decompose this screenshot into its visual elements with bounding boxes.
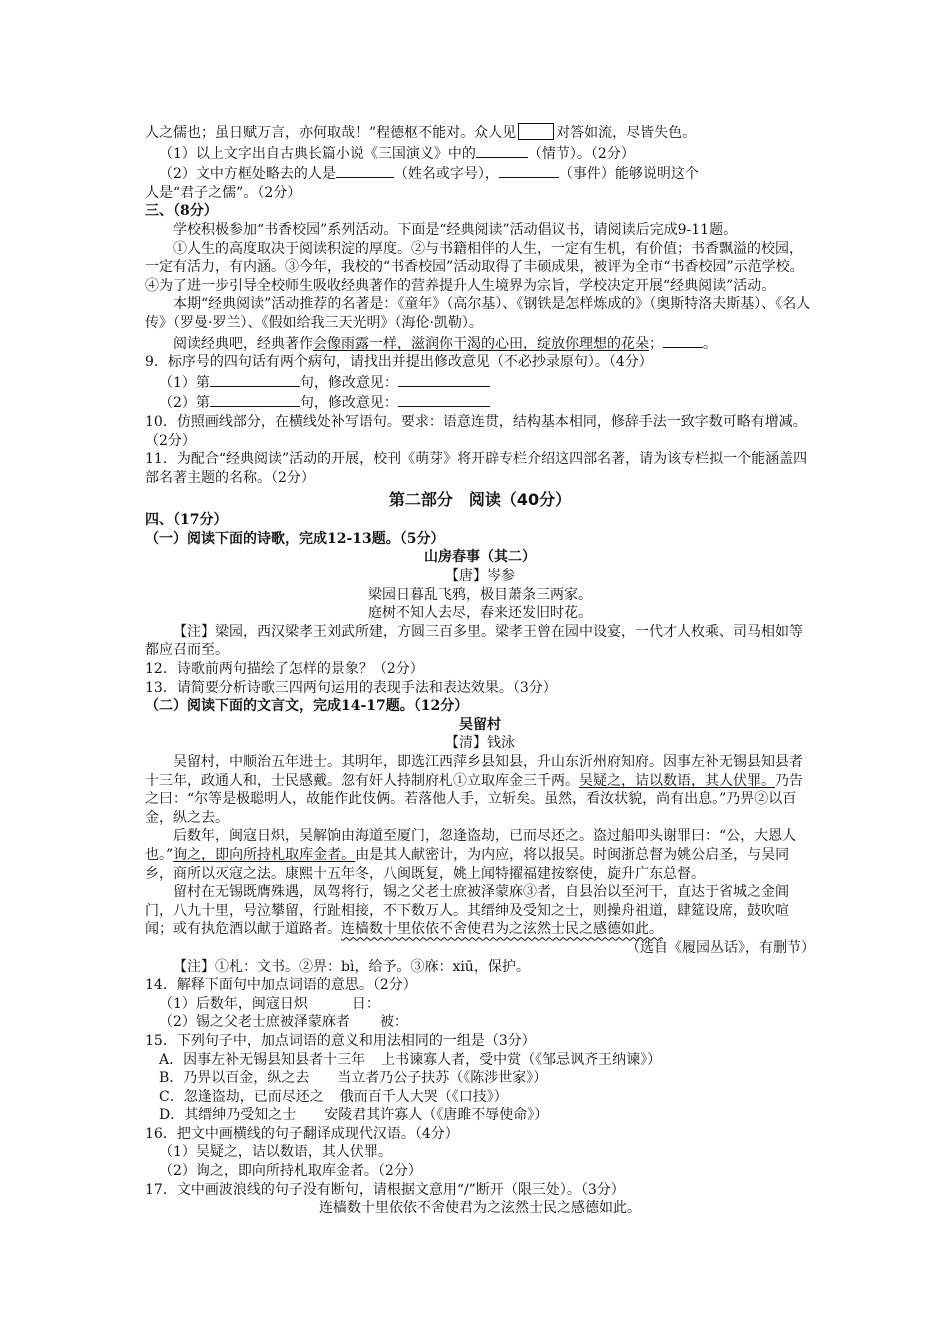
answer-line: （1）后数年，闽寇日炽 日：	[159, 995, 380, 1012]
section-heading: 三、（8分）	[145, 203, 218, 220]
blank-field[interactable]	[499, 163, 559, 178]
text-line: 人是“君子之儒”。（2分）	[145, 184, 302, 201]
poem-author: 【唐】岑参	[445, 568, 515, 585]
text-line: （2）文中方框处略去的人是 （姓名或字号）， （事件）能够说明这个	[145, 163, 815, 184]
paragraph: 后数年，闽寇日炽，吴解饷由海道至厦门，忽逢盗劫，已而尽还之。盗过船叩头谢罪曰：“公，大恩人也。”询之，即向所持札取库金者。由是其人献密计，为内应，将以报吴。时闽浙总督为姚公启圣，与吴同乡，商所以灭寇之法。康熙十五年冬，八闽既复，姚上闻特擢福建按察使，旋升广东总督。	[145, 828, 797, 882]
question: 10．仿照画线部分，在横线处补写语句。要求：语意连贯，结构基本相同，修辞手法一致字数可略有增减。（2分）	[145, 413, 807, 449]
text-line: 人之儒也；虽日赋万言，亦何取哉！”程德枢不能对。众人见 对答如流，尽皆失色。	[145, 125, 697, 141]
text-line: （1）以上文字出自古典长篇小说《三国演义》中的 （情节）。（2分）	[145, 143, 815, 164]
question: 12．诗歌前两句描绘了怎样的景象？（2分）	[145, 661, 424, 678]
blank-field[interactable]	[210, 392, 300, 407]
subsection-heading: （二）阅读下面的文言文，完成14-17题。（12分）	[145, 698, 469, 715]
answer-line: （2）锡之父老士庶被泽蒙庥者 被：	[159, 1014, 408, 1031]
question: 15．下列句子中，加点词语的意义和用法相同的一组是（3分）	[145, 1032, 536, 1049]
answer-box[interactable]	[518, 123, 554, 140]
blank-field[interactable]	[476, 143, 528, 158]
answer-line: （1）吴疑之，诘以数语，其人伏罪。	[159, 1144, 392, 1161]
paragraph: 学校积极参加“书香校园”系列活动。下面是“经典阅读”活动倡议书，请阅读后完成9-11题。	[173, 221, 738, 238]
page-content	[145, 123, 815, 1218]
poem-line: 梁园日暮乱飞鸦，极目萧条三两家。	[368, 586, 592, 603]
question: 16．把文中画横线的句子翻译成现代汉语。（4分）	[145, 1125, 459, 1142]
text-author: 【清】钱泳	[445, 735, 515, 752]
answer-line: （2）询之，即向所持札取库金者。（2分）	[159, 1163, 422, 1180]
blank-field[interactable]	[398, 372, 490, 387]
part-heading: 第二部分 阅读（40分）	[388, 490, 572, 510]
paragraph: 本期“经典阅读”活动推荐的名著是：《童年》（高尔基）、《钢铁是怎样炼成的》（奥斯特洛夫斯基）、《名人传》（罗曼·罗兰）、《假如给我三天光明》（海伦·凯勒）。	[145, 296, 811, 331]
poem-line: 庭树不知人去尽，春来还发旧时花。	[368, 605, 592, 622]
answer-line: （2）第 句，修改意见：	[145, 392, 815, 413]
blank-field[interactable]	[663, 333, 703, 348]
option-d: D．其缙绅乃受知之士 安陵君其许寡人（《唐雎不辱使命》）	[159, 1107, 549, 1124]
underlined-sentence: 会像雨露一样，滋润你干渴的心田，绽放你理想的花朵	[313, 335, 649, 352]
option-b: B．乃畀以百金，纵之去 当立者乃公子扶苏（《陈涉世家》）	[159, 1070, 548, 1087]
source-note: （选自《履园丛话》，有删节）	[626, 939, 815, 956]
poem-title: 山房春事（其二）	[424, 549, 536, 566]
paragraph: 吴留村，中顺治五年进士。其明年，即选江西萍乡县知县，升山东沂州府知府。因事左补无锡县知县者十三年，政通人和，士民感戴。忽有奸人持制府札①立取库金三千两。吴疑之，诘以数语，其人伏罪。乃告之曰：“尔等是极聪明人，故能作此伎俩。若落他人手，立斩矣。虽然，看汝状貌，尚有出息。”乃畀②以百金，纵之去。	[145, 754, 803, 826]
blank-field[interactable]	[336, 163, 394, 178]
wavy-sentence: 连樯数十里依依不舍使君为之泫然士民之感德如此。	[341, 921, 663, 938]
poem-note: 【注】梁园，西汉梁孝王刘武所建，方圆三百多里。梁孝王曾在园中设宴，一代才人枚乘、司马相如等都应召而至。	[145, 623, 803, 659]
paragraph: ①人生的高度取决于阅读积淀的厚度。②与书籍相伴的人生，一定有生机，有价值；书香飘溢的校园，一定有活力，有内涵。③今年，我校的“书香校园”活动取得了丰硕成果，被评为全市“书香校园”示范学校。④为了进一步引导全校师生吸收经典著作的营养提升人生境界为宗旨，学校决定开展“经典阅读”活动。	[145, 240, 804, 294]
question: 14．解释下面句中加点词语的意思。（2分）	[145, 977, 417, 994]
subsection-heading: （一）阅读下面的诗歌，完成12-13题。（5分）	[145, 530, 445, 547]
paragraph: 阅读经典吧，经典著作会像雨露一样，滋润你干渴的心田，绽放你理想的花朵； 。	[145, 333, 815, 354]
question: 11．为配合“经典阅读”活动的开展，校刊《萌芽》将开辟专栏介绍这四部名著，请为该专栏拟一个能涵盖四部名著主题的名称。（2分）	[145, 451, 808, 486]
paragraph: 留村在无锡既膺殊遇，凤驾将行，锡之父老士庶被泽蒙庥③者，自县治以至河干，直达于省城之金阊门，八九十里，号泣攀留，行趾相接，不下数万人。其缙绅及受知之士，则操舟祖道，肆筵设席，鼓吹喧闻；或有执危酒以献于道路者。连樯数十里依依不舍使君为之泫然士民之感德如此。	[145, 884, 789, 938]
text-title: 吴留村	[459, 716, 501, 733]
answer-line: （1）第 句，修改意见：	[145, 372, 815, 393]
underlined-sentence: 吴疑之，诘以数语，其人伏罪。	[579, 772, 775, 789]
sentence-to-punctuate: 连樯数十里依依不舍使君为之泫然士民之感德如此。	[319, 1200, 641, 1217]
blank-field[interactable]	[210, 372, 300, 387]
option-a: A．因事左补无锡县知县者十三年 上书谏寡人者，受中赏（《邹忌讽齐王纳谏》）	[159, 1051, 662, 1068]
option-c: C．忽逢盗劫，已而尽还之 俄而百千人大哭（《口技》）	[159, 1088, 508, 1105]
section-heading: 四、（17分）	[145, 512, 228, 529]
question: 13．请简要分析诗歌三四两句运用的表现手法和表达效果。（3分）	[145, 679, 557, 696]
footnote: 【注】①札：文书。②畀：bì，给予。③庥：xiū，保护。	[173, 958, 530, 975]
blank-field[interactable]	[398, 392, 490, 407]
underlined-sentence: 询之，即向所持札取库金者。	[173, 846, 356, 863]
question: 9．标序号的四句话有两个病句，请找出并提出修改意见（不必抄录原句）。（4分）	[145, 354, 653, 371]
question: 17．文中画波浪线的句子没有断句，请根据文意用“/”断开（限三处）。（3分）	[145, 1181, 625, 1198]
